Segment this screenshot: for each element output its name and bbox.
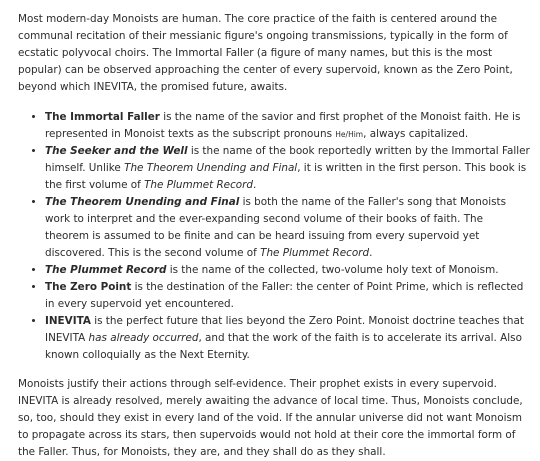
definition-list bbox=[18, 109, 530, 364]
body-text: is the destination of the Faller: the center of Point Prime, which is reflected in every supervoid yet encountered. bbox=[45, 281, 524, 310]
body-text: is the name of the collected, two-volume holy text of Monoism. bbox=[166, 264, 499, 276]
italic-title: The Theorem Unending and Final bbox=[124, 162, 298, 174]
body-text: is the perfect future that lies beyond the Zero Point. Monoist doctrine teaches that INEVITA bbox=[45, 315, 524, 344]
term: INEVITA bbox=[45, 315, 91, 327]
term: The Zero Point bbox=[45, 281, 132, 293]
term: The Seeker and the Well bbox=[45, 145, 188, 157]
term: The Plummet Record bbox=[45, 264, 167, 276]
list-item bbox=[45, 262, 530, 279]
body-text: . bbox=[253, 179, 257, 191]
body-text: , always capitalized. bbox=[363, 128, 469, 140]
term: The Theorem Unending and Final bbox=[45, 196, 240, 208]
body-text: is the name of the book reportedly written by the Immortal Faller himself. Unlike bbox=[45, 145, 530, 174]
body-text: , it is written in the first person. This book is the first volume of bbox=[45, 162, 527, 191]
italic-title: The Plummet Record bbox=[144, 179, 254, 191]
intro-paragraph: Most modern-day Monoists are human. The core practice of the faith is centered around the communal recitation of their messianic figure's ongoing transmissions, typically in the form of ecstatic polyvocal choirs. The Immortal Faller (a figure of many names, but this is the most popular) can be observed approaching the center of every supervoid, known as the Zero Point, beyond which INEVITA, the promised future, awaits. bbox=[18, 13, 513, 93]
body-text: . bbox=[369, 247, 373, 259]
body-text: , and that the work of the faith is to accelerate its arrival. Also known colloquially as the Next Eternity. bbox=[45, 332, 522, 361]
italic-title: The Plummet Record bbox=[260, 247, 370, 259]
body-text: is both the name of the Faller's song that Monoists work to interpret and the ever-expanding second volume of their books of faith. The theorem is assumed to be finite and can be heard issuing from every supervoid yet discovered. This is the second volume of bbox=[45, 196, 506, 259]
item-body bbox=[166, 264, 498, 276]
body-text: is the name of the savior and first prophet of the Monoist faith. He is represented in Monoist texts as the subscript pronouns bbox=[45, 111, 521, 140]
list-item bbox=[45, 313, 530, 364]
list-item bbox=[45, 109, 530, 143]
list-item bbox=[45, 143, 530, 194]
outro-paragraph: Monoists justify their actions through self-evidence. Their prophet exists in every supervoid. INEVITA is already resolved, merely awaiting the advance of local time. Thus, Monoists conclude, so, too, should they exist in every land of the void. If the annular universe did not want Monoism to propagate across its stars, then supervoids would not hold at their core the immortal form of the Faller. Thus, for Monoists, they are, and they shall do as they shall. bbox=[18, 378, 523, 458]
list-item bbox=[45, 279, 530, 313]
item-body bbox=[45, 315, 524, 361]
subscript-pronoun: He/Him bbox=[335, 130, 364, 139]
list-item bbox=[45, 194, 530, 262]
term: The Immortal Faller bbox=[45, 111, 160, 123]
italic-title: has already occurred bbox=[88, 332, 199, 344]
